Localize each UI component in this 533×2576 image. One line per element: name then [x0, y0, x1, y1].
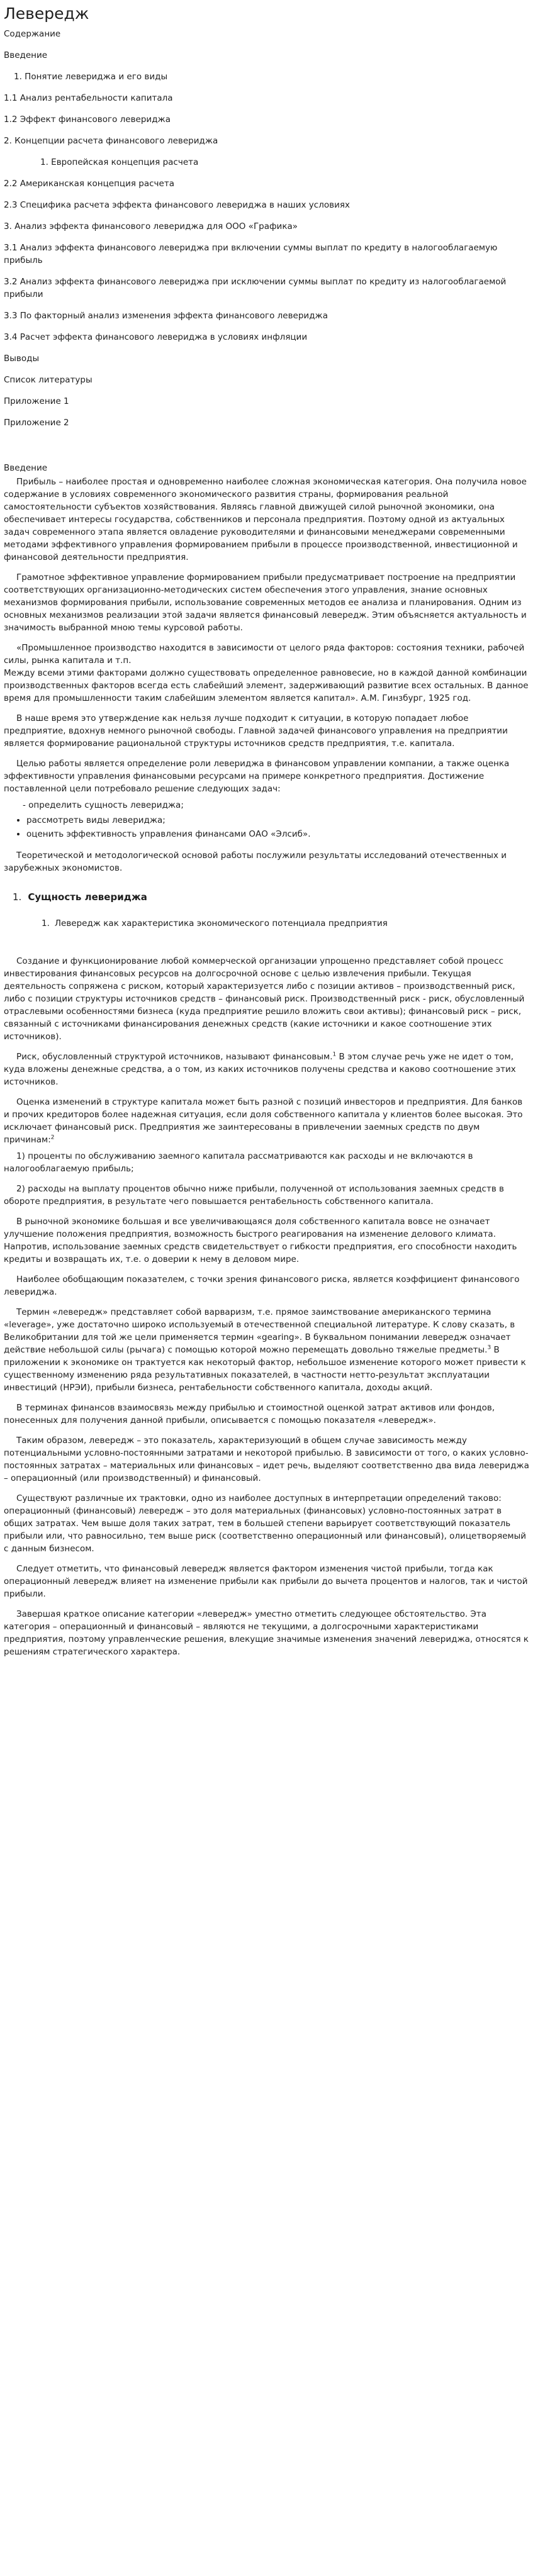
intro-quote: «Промышленное производство находится в зависимости от целого ряда факторов: состояния техники, рабочей силы, рынка капитала и т.п. Между всеми этими факторами должно существовать определенное равновесие, но в каждой данной комбинации производственных факторов всегда есть слабейший элемент, задерживающий развитие всех остальных. В данное время для промышленности таким слабейшим элементом является капитал». А.М. Гинзбург, 1925 год. — [4, 643, 529, 703]
chapter-number: 1. — [13, 891, 22, 903]
subchapter-heading — [4, 917, 529, 930]
task-item: • рассмотреть виды левериджа; — [26, 814, 529, 827]
toc-item[interactable]: 2.2 Американская концепция расчета — [4, 179, 174, 189]
toc-item[interactable]: 1. Европейская концепция расчета — [40, 157, 199, 167]
toc-item[interactable]: 3.1 Анализ эффекта финансового левериджа при включении суммы выплат по кредиту в налогооблагаемую прибыль — [4, 243, 498, 265]
footnote-ref[interactable]: 1 — [332, 1051, 337, 1058]
table-of-contents — [4, 28, 529, 429]
intro-heading: Введение — [4, 463, 48, 473]
subchapter-number: 1. — [42, 918, 50, 928]
toc-item[interactable]: 1. Понятие левериджа и его виды — [14, 72, 168, 82]
footnote-ref[interactable]: 2 — [50, 1134, 55, 1141]
footnote-ref[interactable]: 3 — [487, 1344, 491, 1351]
body-text: Оценка изменений в структуре капитала может быть разной с позиций инвесторов и предприятия. Для банков и прочих кредиторов более надежная ситуация, если доля собственного капитала у клиентов более высокая. Это исключает финансовый риск. Предприятия же заинтересованы в привлечении заемных средств по двум причинам: — [4, 1097, 523, 1145]
body-text: Риск, обусловленный структурой источников, называют финансовым. — [16, 1052, 333, 1062]
toc-item[interactable]: 3.3 По факторный анализ изменения эффекта финансового левериджа — [4, 311, 328, 321]
toc-heading: Содержание — [4, 29, 61, 39]
intro-paragraph: Грамотное эффективное управление формированием прибыли предусматривает построение на предприятии соответствующих организационно-методических систем обеспечения этого управления, знание основных механизмов формирования прибыли, использование современных методов ее анализа и планирования. Одним из основных механизмов реализации этой задачи является финансовый левередж. Этим объясняется актуальность и значимость выбранной мною темы курсовой работы. — [4, 572, 527, 633]
body-paragraph: Следует отметить, что финансовый левередж является фактором изменения чистой прибыли, тогда как операционный левередж влияет на изменение прибыли как прибыли до вычета процентов и налогов, так и чистой прибыли. — [4, 1564, 528, 1599]
body-paragraph: Наиболее обобщающим показателем, с точки зрения финансового риска, является коэффициент финансового левериджа. — [4, 1274, 520, 1297]
toc-item[interactable]: 1.2 Эффект финансового левериджа — [4, 114, 171, 125]
body-paragraph: В рыночной экономике большая и все увеличивающаяся доля собственного капитала вовсе не означает улучшение положения предприятия, возможность быстрого реагирования на изменение делового климата. Напротив, использование заемных средств свидетельствует о гибкости предприятия, его способности находить кредиты и возвращать их, т.е. о доверии к нему в деловом мире. — [4, 1217, 517, 1264]
toc-item[interactable]: 1.1 Анализ рентабельности капитала — [4, 93, 173, 103]
toc-item[interactable]: 3.2 Анализ эффекта финансового левериджа при исключении суммы выплат по кредиту из налогооблагаемой прибыли — [4, 277, 507, 299]
body-paragraph — [4, 1096, 529, 1146]
intro-paragraph: Целью работы является определение роли левериджа в финансовом управлении компании, а также оценка эффективности управления финансовыми ресурсами на примере конкретного предприятия. Достижение поставленной цели потребовало решение следующих задач: — [4, 759, 510, 794]
body-paragraph: Таким образом, левередж – это показатель, характеризующий в общем случае зависимость между потенциальными условно-постоянными затратами и некоторой прибылью. В зависимости от того, о каких условно-постоянных затратах – материальных или финансовых – идет речь, выделяют соответственно два вида левериджа – операционный (или производственный) и финансовый. — [4, 1436, 529, 1483]
toc-item[interactable]: Приложение 2 — [4, 418, 69, 428]
body-text: В этом случае речь уже не идет о том, куда вложены денежные средства, а о том, из каких источников получены средства и каково соотношение этих источников. — [4, 1052, 516, 1087]
body-paragraph — [4, 1051, 529, 1088]
toc-item[interactable]: Приложение 1 — [4, 396, 69, 406]
body-paragraph — [4, 1306, 529, 1394]
body-paragraph: Создание и функционирование любой коммерческой организации упрощенно представляет собой процесс инвестирования финансовых ресурсов на долгосрочной основе с целью извлечения прибыли. Текущая деятельность сопряжена с риском, который характеризуется либо с позиции активов – производственный риск, либо с позиции структуры источников средств – финансовый риск. Производственный риск - риск, обусловленный отраслевыми особенностями бизнеса (куда предприятие решило вложить свои активы); финансовый риск – риск, связанный с источниками финансирования денежных средств (какие источники и какое соотношение этих источников). — [4, 956, 525, 1042]
chapter-heading — [4, 891, 529, 903]
toc-item[interactable]: 2.3 Специфика расчета эффекта финансового левериджа в наших условиях — [4, 200, 350, 210]
toc-item[interactable]: 2. Концепции расчета финансового левериджа — [4, 136, 218, 146]
body-text: Термин «левередж» представляет собой варваризм, т.е. прямое заимствование американского термина «leverage», уже достаточно широко используемый в отечественной специальной литературе. К слову сказать, в Великобритании для той же цели применяется термин «gearing». В буквальном понимании левередж означает действие небольшой силы (рычага) с помощью которой можно перемещать довольно тяжелые предметы. — [4, 1307, 515, 1355]
intro-paragraph: Прибыль – наиболее простая и одновременно наиболее сложная экономическая категория. Она получила новое содержание в условиях современного экономического развития страны, формирования реальной самостоятельности субъектов хозяйствования. Являясь главной движущей силой рыночной экономики, она обеспечивает интересы государства, собственников и персонала предприятия. Поэтому одной из актуальных задач современного этапа является овладение руководителями и финансовыми менеджерами современными методами эффективного управления формированием прибыли в процессе производственной, инвестиционной и финансовой деятельности предприятия. — [4, 477, 527, 562]
body-paragraph: Существуют различные их трактовки, одно из наиболее доступных в интерпретации определений таково: операционный (финансовый) левередж – это доля материальных (финансовых) условно-постоянных затрат в общих затратах. Чем выше доля таких затрат, тем в большей степени варьирует соответствующий показатель прибыли или, что равносильно, тем выше риск (соответственно операционный или финансовый), олицетворяемый с данным бизнесом. — [4, 1493, 527, 1554]
toc-item[interactable]: Введение — [4, 50, 48, 60]
spacer — [4, 438, 529, 462]
task-list — [4, 814, 529, 840]
toc-item[interactable]: 3. Анализ эффекта финансового левериджа для ООО «Графика» — [4, 221, 298, 231]
chapter-title: Сущность левериджа — [28, 891, 147, 903]
body-paragraph: 2) расходы на выплату процентов обычно ниже прибыли, полученной от использования заемных средств в обороте предприятия, в результате чего повышается рентабельность собственного капитала. — [4, 1184, 505, 1207]
toc-item[interactable]: Список литературы — [4, 375, 93, 385]
body-text: В приложении к экономике он трактуется как некоторый фактор, небольшое изменение которого может привести к существенному изменению ряда результативных показателей, в частности нетто-результат эксплуатации инвестиций (НРЭИ), прибыли бизнеса, рентабельности собственного капитала, доходы акций. — [4, 1345, 526, 1393]
intro-paragraph: В наше время это утверждение как нельзя лучше подходит к ситуации, в которую попадает любое предприятие, вдохнув немного рыночной свободы. Главной задачей финансового управления на предприятии является формирование рациональной структуры источников средств предприятия, т.е. капитала. — [4, 713, 508, 749]
body-paragraph: 1) проценты по обслуживанию заемного капитала рассматриваются как расходы и не включаются в налогооблагаемую прибыль; — [4, 1151, 473, 1174]
subchapter-title: Левередж как характеристика экономического потенциала предприятия — [54, 918, 388, 928]
body-paragraph: В терминах финансов взаимосвязь между прибылью и стоимостной оценкой затрат активов или фондов, понесенных для получения данной прибыли, описывается с помощью показателя «левередж». — [4, 1403, 495, 1425]
intro-paragraph: Теоретической и методологической основой работы послужили результаты исследований отечественных и зарубежных экономистов. — [4, 850, 507, 873]
toc-item[interactable]: Выводы — [4, 354, 40, 364]
toc-item[interactable]: 3.4 Расчет эффекта финансового левериджа в условиях инфляции — [4, 332, 308, 342]
document-title: Левередж — [4, 4, 89, 23]
task-item: • оценить эффективность управления финансами ОАО «Элсиб». — [26, 828, 529, 840]
task-item: - определить сущность левериджа; — [23, 800, 184, 810]
body-paragraph: Завершая краткое описание категории «левередж» уместно отметить следующее обстоятельство. Эта категория – операционный и финансовый – являются не текущими, а долгосрочными характеристиками предприятия, поэтому управленческие решения, влекущие значимые изменения значений левериджа, относятся к решениям стратегического характера. — [4, 1609, 529, 1657]
